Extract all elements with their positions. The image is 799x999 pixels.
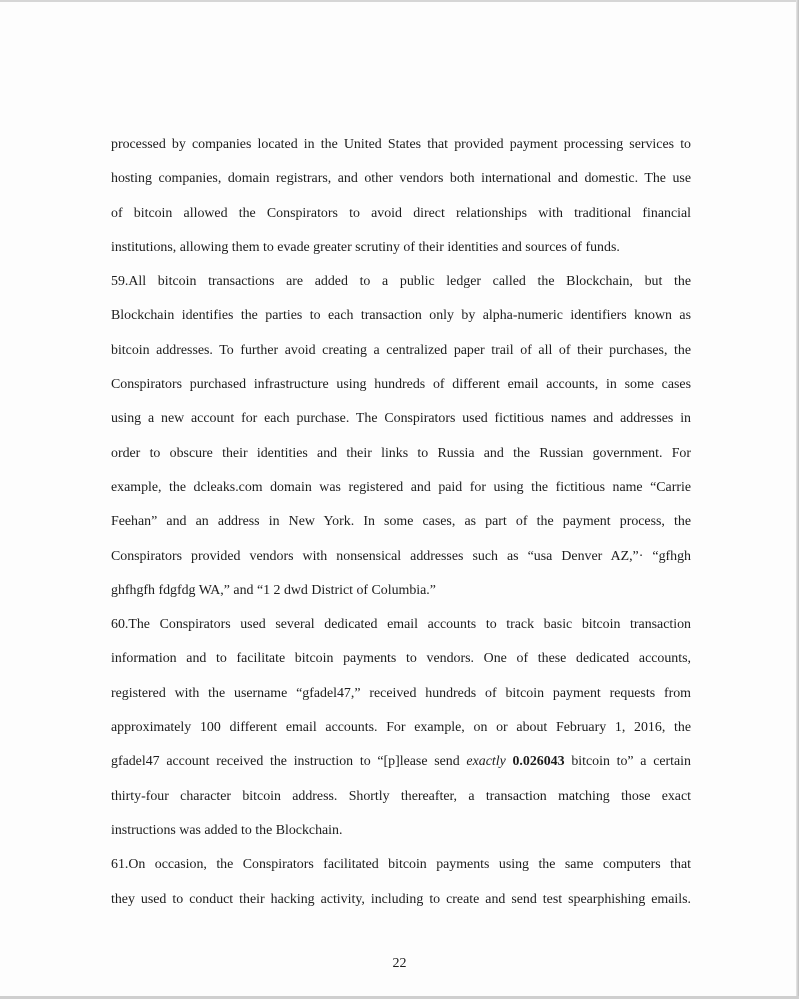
text-line: Conspirators purchased infrastructure using hundreds of different email accounts, in some cases [111, 377, 691, 393]
emphasis-exactly: exactly [466, 754, 506, 770]
text-line: hosting companies, domain registrars, and other vendors both international and domestic. The use [111, 171, 691, 187]
bitcoin-amount: 0.026043 [512, 754, 565, 770]
text-line: ghfhgfh fdgfdg WA,” and “1 2 dwd District of Columbia.” [111, 582, 436, 598]
text-line: of bitcoin allowed the Conspirators to avoid direct relationships with traditional financial [111, 205, 691, 221]
paragraph-number: 60. [111, 617, 129, 633]
text-line: bitcoin addresses. To further avoid creating a centralized paper trail of all of their purchases, the [111, 342, 691, 358]
text-line: Feehan” and an address in New York. In some cases, as part of the payment process, the [111, 514, 691, 530]
page-top-edge [0, 0, 799, 2]
text-line: approximately 100 different email accounts. For example, on or about February 1, 2016, the [111, 720, 691, 736]
text-line: registered with the username “gfadel47,” received hundreds of bitcoin payment requests from [111, 685, 691, 701]
text-line: instructions was added to the Blockchain. [111, 822, 343, 838]
paragraph-number: 59. [111, 274, 129, 290]
text-line: information and to facilitate bitcoin payments to vendors. One of these dedicated accounts, [111, 651, 691, 667]
text-line: they used to conduct their hacking activity, including to create and send test spearphishing emails. [111, 891, 691, 907]
text-line: order to obscure their identities and their links to Russia and the Russian government. For [111, 445, 691, 461]
paragraph-60-start: 60.The Conspirators used several dedicated email accounts to track basic bitcoin transaction [111, 617, 691, 633]
paragraph-number: 61. [111, 857, 129, 873]
page-number: 22 [392, 956, 407, 971]
text-line: example, the dcleaks.com domain was registered and paid for using the fictitious name “Carrie [111, 479, 691, 495]
paragraph-59-start: 59.All bitcoin transactions are added to a public ledger called the Blockchain, but the [111, 274, 691, 290]
text-line: Conspirators provided vendors with nonsensical addresses such as “usa Denver AZ,”· “gfhgh [111, 548, 691, 564]
paragraph-61-start: 61.On occasion, the Conspirators facilitated bitcoin payments using the same computers that [111, 857, 691, 873]
text-line: gfadel47 account received the instruction to “[p]lease send exactly 0.026043 bitcoin to” a certain [111, 754, 691, 770]
text-line: institutions, allowing them to evade greater scrutiny of their identities and sources of funds. [111, 239, 620, 255]
text-line: thirty-four character bitcoin address. Shortly thereafter, a transaction matching those exact [111, 788, 691, 804]
document-body [111, 128, 691, 917]
text-line: using a new account for each purchase. The Conspirators used fictitious names and addresses in [111, 411, 691, 427]
text-line: Blockchain identifies the parties to each transaction only by alpha-numeric identifiers known as [111, 308, 691, 324]
text-line: processed by companies located in the United States that provided payment processing services to [111, 137, 691, 152]
